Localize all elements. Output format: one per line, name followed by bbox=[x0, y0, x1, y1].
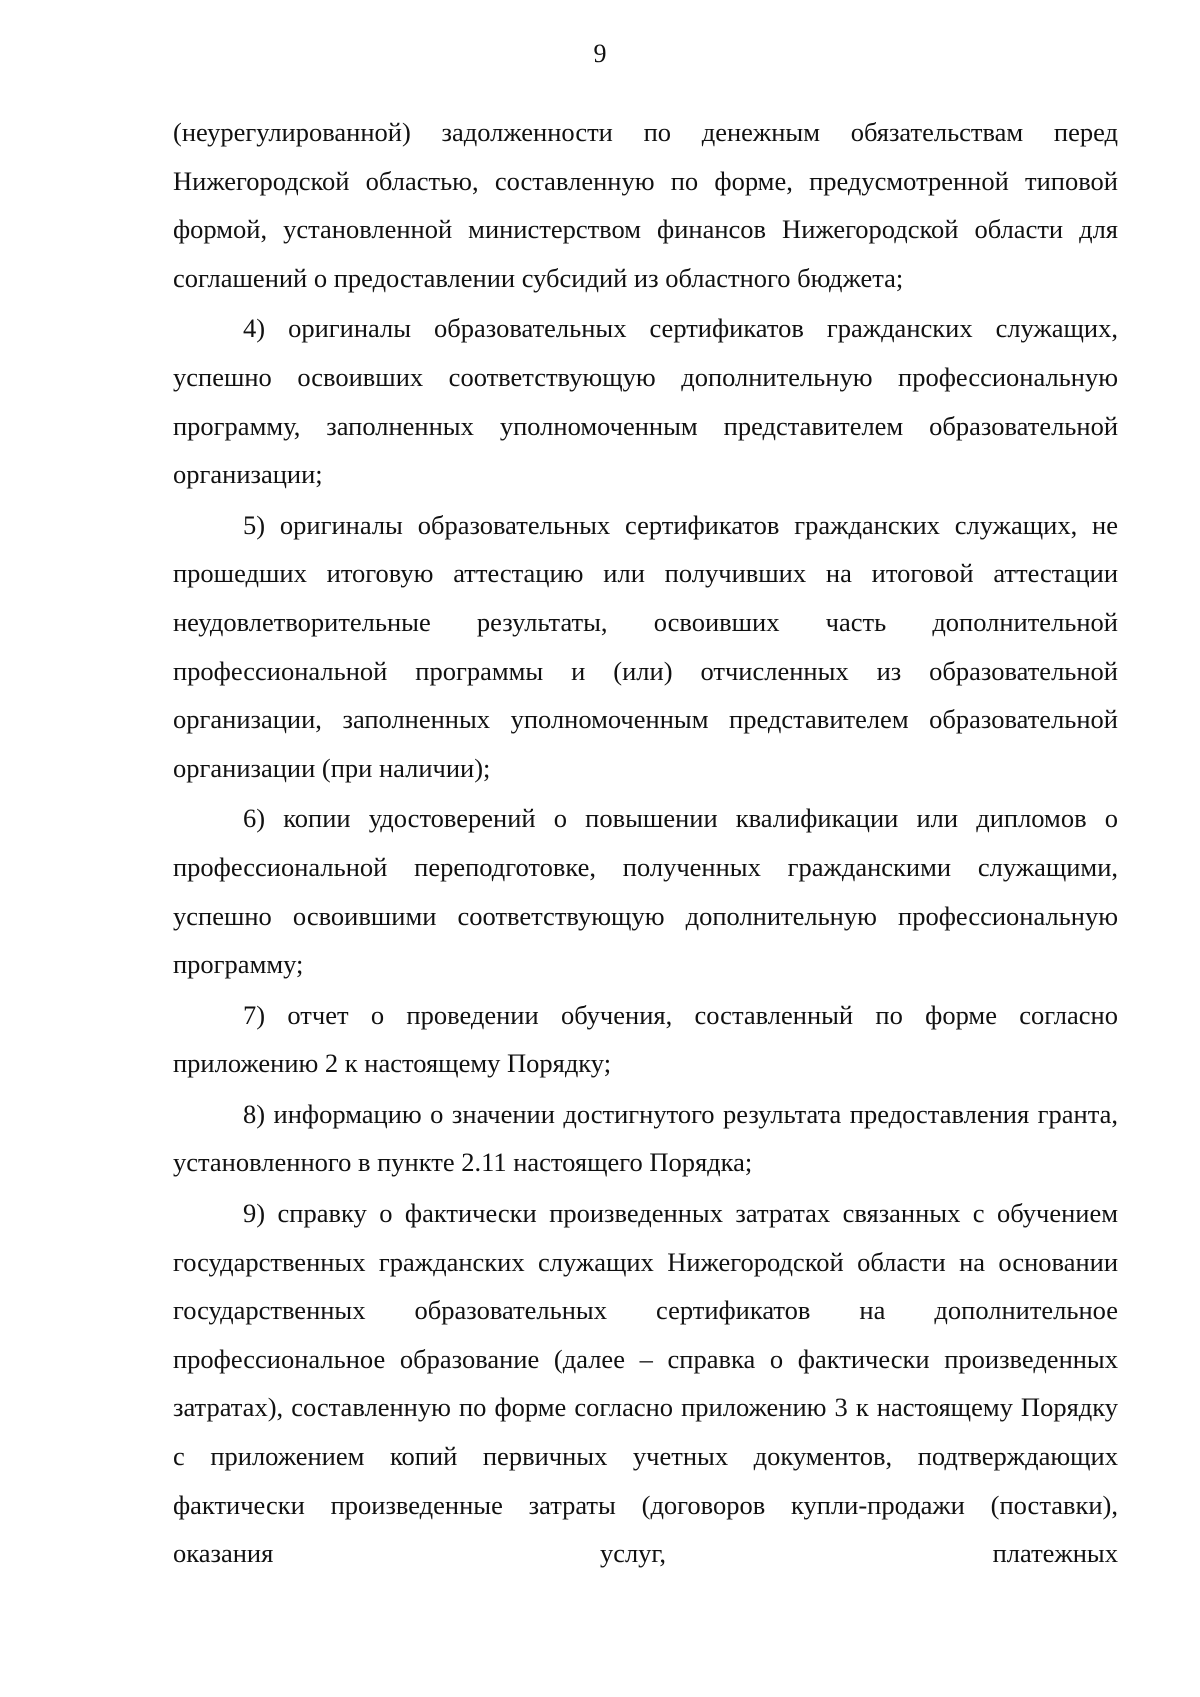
paragraph-item-5: 5) оригиналы образовательных сертификатов гражданских служащих, не прошедших итоговую аттестацию или получивших на итоговой аттестации неудовлетворительные результаты, освоивших часть дополнительной профессиональной программы и (или) отчисленных из образовательной организации, заполненных уполномоченным представителем образовательной организации (при наличии); bbox=[173, 509, 1118, 783]
paragraph-debt-continuation: (неурегулированной) задолженности по денежным обязательствам перед Нижегородской областью, составленную по форме, предусмотренной типовой формой, установленной министерством финансов Нижегородской области для соглашений о предоставлении субсидий из областного бюджета; bbox=[173, 117, 1118, 293]
paragraph-item-9: 9) справку о фактически произведенных затратах связанных с обучением государственных гражданских служащих Нижегородской области на основании государственных образовательных сертификатов на дополнительное профессиональное образование (далее – справка о фактически произведенных затратах), составленную по форме согласно приложению 3 к настоящему Порядку с приложением копий первичных учетных документов, подтверждающих фактически произведенные затраты (договоров купли-продажи (поставки), оказания услуг, платежных bbox=[173, 1198, 1118, 1569]
paragraph-item-8: 8) информацию о значении достигнутого результата предоставления гранта, установленного в пункте 2.11 настоящего Порядка; bbox=[173, 1098, 1118, 1178]
paragraph-item-4: 4) оригиналы образовательных сертификатов гражданских служащих, успешно освоивших соответствующую дополнительную профессиональную программу, заполненных уполномоченным представителем образовательной организации; bbox=[173, 313, 1118, 490]
page-number: 9 bbox=[593, 39, 607, 68]
paragraph-item-7: 7) отчет о проведении обучения, составленный по форме согласно приложению 2 к настоящему Порядку; bbox=[173, 999, 1118, 1079]
document-body bbox=[173, 108, 1118, 1580]
paragraph-item-6: 6) копии удостоверений о повышении квалификации или дипломов о профессиональной переподготовке, полученных гражданскими служащими, успешно освоившими соответствующую дополнительную профессиональную программу; bbox=[173, 803, 1118, 980]
